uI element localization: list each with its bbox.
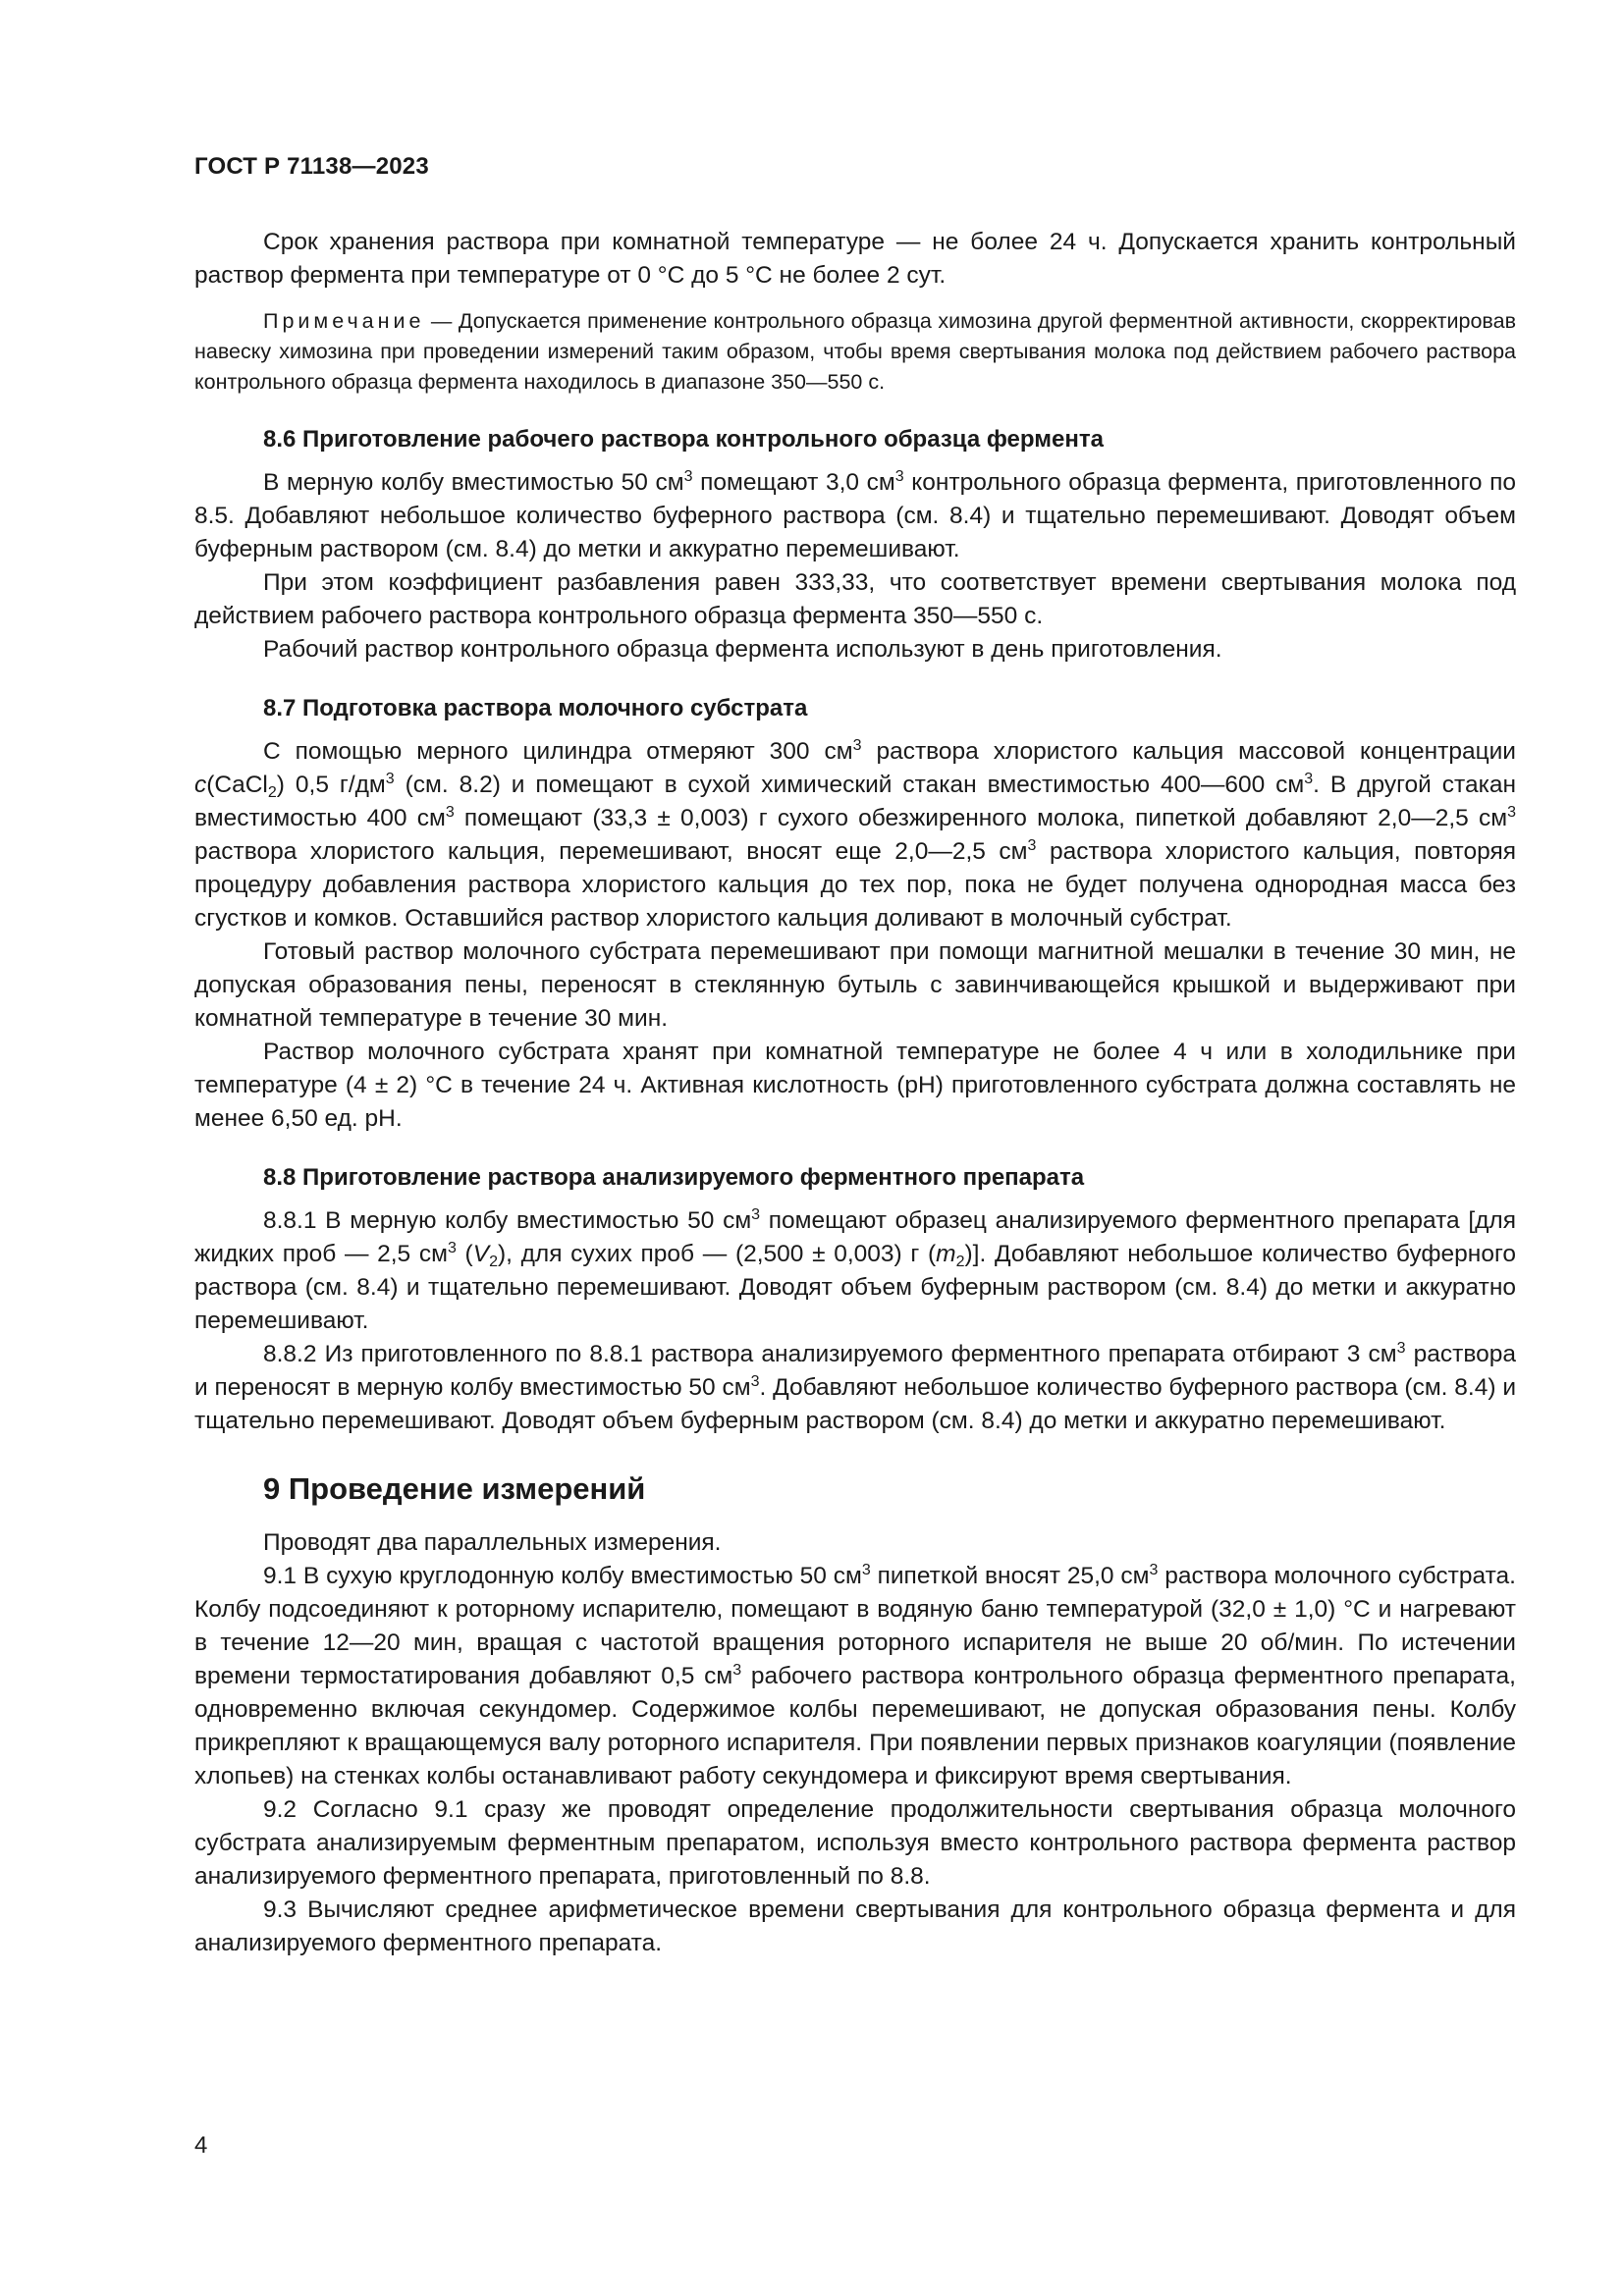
section-9-2-paragraph: 9.2 Согласно 9.1 сразу же проводят определение продолжительности свертывания образца молочного субстрата анализируемым ферментным препаратом, используя вместо контрольного раствора фермента раствор анализируемого ферментного препарата, приготовленный по 8.8. — [194, 1796, 1516, 1890]
section-8-7-title: 8.7 Подготовка раствора молочного субстрата — [263, 695, 808, 721]
note-text: — Допускается применение контрольного образца химозина другой ферментной активности, скорректировав навеску химозина при проведении измерений таким образом, чтобы время свертывания молока под действием рабочего раствора контрольного образца фермента находилось в диапазоне 350—550 с. — [194, 309, 1516, 394]
superscript: 3 — [894, 468, 904, 485]
text-run: помещают 3,0 см — [692, 469, 895, 496]
section-8-8-2-paragraph — [194, 1338, 1516, 1438]
section-8-7-paragraph-3: Раствор молочного субстрата хранят при комнатной температуре не более 4 ч или в холодильнике при температуре (4 ± 2) °С в течение 24 ч. Активная кислотность (pH) приготовленного субстрата должна составлять не менее 6,50 ед. pH. — [194, 1039, 1516, 1132]
section-9-3-paragraph: 9.3 Вычисляют среднее арифметическое времени свертывания для контрольного образца фермента и для анализируемого ферментного препарата. — [194, 1896, 1516, 1956]
text-run: раствора хлористого кальция, перемешивают, вносят еще 2,0—2,5 см — [194, 838, 1028, 865]
section-8-6-paragraph-3: Рабочий раствор контрольного образца фермента используют в день приготовления. — [263, 636, 1222, 663]
text-run: . В другой стакан вместимостью 400 см — [194, 772, 1516, 831]
text-run: )]. Добавляют небольшое количество буферного раствора (см. 8.4) и тщательно перемешивают. Доводят объем буферным раствором (см. 8.4) до метки и аккуратно перемешивают. — [194, 1241, 1516, 1334]
section-8-6-paragraph-1 — [194, 466, 1516, 566]
superscript: 3 — [683, 468, 693, 485]
page-number: 4 — [194, 2132, 208, 2159]
section-8-6-paragraph-2: При этом коэффициент разбавления равен 333,33, что соответствует времени свертывания молока под действием рабочего раствора контрольного образца фермента 350—550 с. — [194, 569, 1516, 629]
superscript: 3 — [1304, 771, 1314, 787]
superscript: 3 — [385, 771, 395, 787]
text-run: ) 0,5 г/дм — [276, 772, 386, 798]
text-run: раствора молочного субстрата. Колбу подсоединяют к роторному испарителю, помещают в водяную баню температурой (32,0 ± 1,0) °С и нагревают в течение 12—20 мин, вращая с частотой вращения роторного испарителя не выше 20 об/мин. По истечении времени термостатирования добавляют 0,5 см — [194, 1563, 1516, 1689]
note-label: Примечание — [263, 309, 425, 333]
text-run: (CaCl — [206, 772, 268, 798]
superscript: 3 — [852, 737, 862, 754]
section-9-1-paragraph — [194, 1560, 1516, 1793]
text-run: 8.8.2 Из приготовленного по 8.8.1 раствора анализируемого ферментного препарата отбирают 3 см — [263, 1341, 1397, 1367]
italic-symbol: m — [936, 1241, 956, 1267]
section-8-6-title: 8.6 Приготовление рабочего раствора контрольного образца фермента — [263, 426, 1104, 453]
superscript: 3 — [447, 1240, 457, 1256]
text-run: 9.1 В сухую круглодонную колбу вместимостью 50 см — [263, 1563, 862, 1589]
superscript: 3 — [1027, 837, 1037, 854]
section-8-8-title: 8.8 Приготовление раствора анализируемого ферментного препарата — [263, 1164, 1085, 1191]
page-body — [194, 226, 1516, 1960]
superscript: 3 — [751, 1206, 761, 1223]
text-run: рабочего раствора контрольного образца ферментного препарата, одновременно включая секундомер. Содержимое колбы перемешивают, не допуская образования пены. Колбу прикрепляют к вращающемуся валу роторного испарителя. При появлении первых признаков коагуляции (появление хлопьев) на стенках колбы останавливают работу секундомера и фиксируют время свертывания. — [194, 1663, 1516, 1789]
superscript: 3 — [861, 1562, 871, 1578]
note-paragraph — [194, 306, 1516, 398]
subscript: 2 — [267, 784, 277, 801]
superscript: 3 — [1396, 1340, 1406, 1357]
text-run: ), для сухих проб — (2,500 ± 0,003) г ( — [497, 1241, 937, 1267]
paragraph-storage: Срок хранения раствора при комнатной температуре — не более 24 ч. Допускается хранить контрольный раствор фермента при температуре от 0 °С до 5 °С не более 2 сут. — [194, 229, 1516, 289]
section-9-title: 9 Проведение измерений — [263, 1471, 646, 1506]
text-run: пипеткой вносят 25,0 см — [870, 1563, 1150, 1589]
section-8-8-1-paragraph — [194, 1204, 1516, 1338]
text-run: контрольного образца фермента, приготовленного по 8.5. Добавляют небольшое количество буферного раствора (см. 8.4) и тщательно перемешивают. Доводят объем буферным раствором (см. 8.4) до метки и аккуратно перемешивают. — [194, 469, 1516, 562]
text-run: . Добавляют небольшое количество буферного раствора (см. 8.4) и тщательно перемешивают. Доводят объем буферным раствором (см. 8.4) до метки и аккуратно перемешивают. — [194, 1374, 1517, 1434]
text-run: (см. 8.2) и помещают в сухой химический стакан вместимостью 400—600 см — [394, 772, 1305, 798]
text-run: помещают (33,3 ± 0,003) г сухого обезжиренного молока, пипеткой добавляют 2,0—2,5 см — [454, 805, 1508, 831]
superscript: 3 — [1149, 1562, 1159, 1578]
italic-symbol: V — [472, 1241, 490, 1267]
text-run: раствора хлористого кальция массовой концентрации — [861, 738, 1516, 765]
italic-symbol: c — [194, 772, 207, 798]
document-header: ГОСТ Р 71138—2023 — [194, 153, 429, 180]
superscript: 3 — [445, 804, 455, 821]
superscript: 3 — [732, 1662, 742, 1679]
text-run: раствора и переносят в мерную колбу вместимостью 50 см — [194, 1341, 1516, 1401]
text-run: раствора хлористого кальция, повторяя процедуру добавления раствора хлористого кальция до тех пор, пока не будет получена однородная масса без сгустков и комков. Оставшийся раствор хлористого кальция доливают в молочный субстрат. — [194, 838, 1516, 932]
section-8-7-paragraph-1 — [194, 735, 1516, 935]
text-run: В мерную колбу вместимостью 50 см — [263, 469, 684, 496]
text-run: С помощью мерного цилиндра отмеряют 300 см — [263, 738, 853, 765]
subscript: 2 — [955, 1254, 965, 1270]
text-run: 8.8.1 В мерную колбу вместимостью 50 см — [263, 1207, 752, 1234]
section-9-intro: Проводят два параллельных измерения. — [263, 1529, 722, 1556]
superscript: 3 — [1507, 804, 1516, 821]
section-8-7-paragraph-2: Готовый раствор молочного субстрата перемешивают при помощи магнитной мешалки в течение 30 мин, не допуская образования пены, переносят в стеклянную бутыль с завинчивающейся крышкой и выдерживают при комнатной температуре в течение 30 мин. — [194, 938, 1516, 1032]
text-run: ( — [456, 1241, 473, 1267]
subscript: 2 — [489, 1254, 498, 1270]
text-run: помещают образец анализируемого ферментного препарата [для жидких проб — 2,5 см — [194, 1207, 1516, 1267]
superscript: 3 — [750, 1373, 760, 1390]
